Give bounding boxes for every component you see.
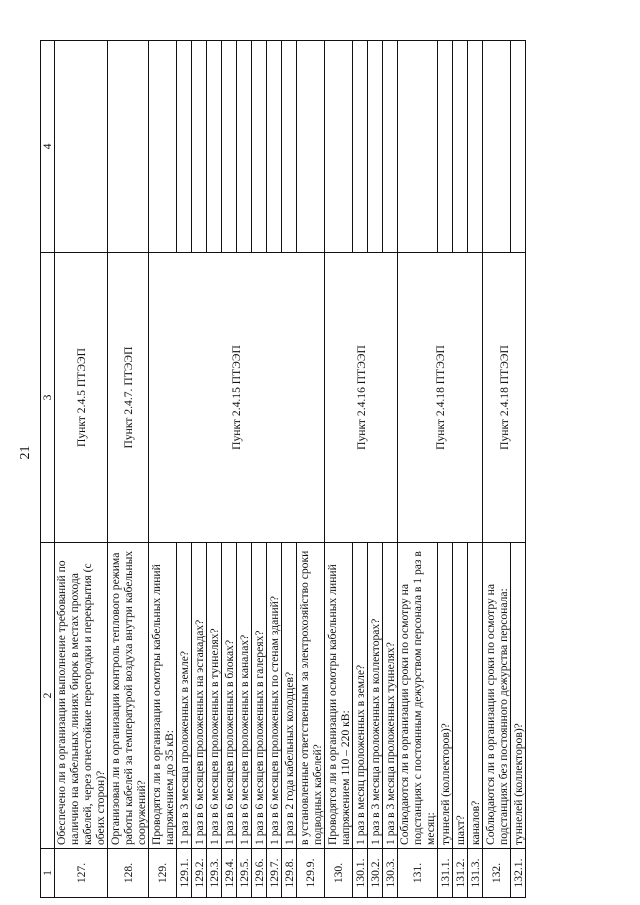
item-question: 1 раз в 6 месяцев проложенных в туннелях? [207, 543, 222, 849]
item-question: туннелей (коллекторов)? [438, 543, 453, 849]
item-answer-cell [438, 41, 453, 253]
item-question: туннелей (коллекторов)? [511, 543, 526, 849]
item-question: 1 раз в 6 месяцев проложенных в каналах? [237, 543, 252, 849]
item-number: 129.2. [192, 849, 207, 898]
table-row [108, 41, 149, 898]
item-question: Проводятся ли в организации осмотры кабельных линий напряжением до 35 кВ: [149, 543, 177, 849]
table-row [149, 41, 177, 898]
item-answer-cell [383, 41, 398, 253]
table-row [325, 41, 353, 898]
item-question: 1 раз в 6 месяцев проложенных на эстакадах? [192, 543, 207, 849]
item-answer-cell [149, 41, 177, 253]
item-number: 131.2. [453, 849, 468, 898]
item-reference: Пункт 2.4.5 ПТЭЭП [55, 253, 108, 543]
item-answer-cell [453, 41, 468, 253]
column-header: 1 [41, 849, 55, 898]
item-answer-cell [353, 41, 368, 253]
item-reference: Пункт 2.4.15 ПТЭЭП [149, 253, 325, 543]
item-number: 129.1. [177, 849, 192, 898]
item-number: 130.1. [353, 849, 368, 898]
item-number: 129.5. [237, 849, 252, 898]
item-number: 128. [108, 849, 149, 898]
item-reference: Пункт 2.4.7. ПТЭЭП [108, 253, 149, 543]
item-question: 1 раз в 6 месяцев проложенных по стенам зданий? [267, 543, 282, 849]
item-answer-cell [267, 41, 282, 253]
table-row [483, 41, 511, 898]
item-question: 1 раз в 3 месяца проложенных туннелях? [383, 543, 398, 849]
item-number: 129.7. [267, 849, 282, 898]
item-number: 132. [483, 849, 511, 898]
item-answer-cell [177, 41, 192, 253]
item-number: 130.2. [368, 849, 383, 898]
item-question: Соблюдаются ли в организации сроки по осмотру на подстанциях с постоянным дежурством персонала в 1 раз в месяц: [398, 543, 438, 849]
item-number: 130.3. [383, 849, 398, 898]
item-number: 129.3. [207, 849, 222, 898]
item-question: Организован ли в организации контроль теплового режима работы кабелей за температурой воздуха внутри кабельных сооружений? [108, 543, 149, 849]
page-number: 21 [18, 445, 33, 460]
column-header: 4 [41, 41, 55, 253]
item-answer-cell [252, 41, 267, 253]
item-reference: Пункт 2.4.18 ПТЭЭП [398, 253, 483, 543]
item-question: Соблюдаются ли в организации сроки по осмотру на подстанциях без постоянного дежурства персонала: [483, 543, 511, 849]
item-answer-cell [468, 41, 483, 253]
item-answer-cell [368, 41, 383, 253]
item-number: 129.4. [222, 849, 237, 898]
item-answer-cell [511, 41, 526, 253]
item-answer-cell [237, 41, 252, 253]
item-number: 131.3. [468, 849, 483, 898]
item-question: 1 раз в месяц проложенных в земле? [353, 543, 368, 849]
item-number: 129.8. [282, 849, 297, 898]
item-number: 132.1. [511, 849, 526, 898]
item-question: 1 раз в 3 месяца проложенных в земле? [177, 543, 192, 849]
checklist-table [40, 40, 526, 898]
item-question: 1 раз в 3 месяца проложенных в коллекторах? [368, 543, 383, 849]
item-answer-cell [325, 41, 353, 253]
item-number: 127. [55, 849, 108, 898]
item-number: 131. [398, 849, 438, 898]
item-answer-cell [282, 41, 297, 253]
header-row [41, 41, 55, 898]
item-answer-cell [108, 41, 149, 253]
table-row [55, 41, 108, 898]
item-answer-cell [398, 41, 438, 253]
item-answer-cell [55, 41, 108, 253]
item-reference: Пункт 2.4.18 ПТЭЭП [483, 253, 526, 543]
item-question: 1 раз в 6 месяцев проложенных в галереях? [252, 543, 267, 849]
item-number: 129.6. [252, 849, 267, 898]
item-question: в установленные ответственным за электрохозяйство сроки подводных кабелей? [297, 543, 325, 849]
item-question: 1 раз в 2 года кабельных колодцев? [282, 543, 297, 849]
item-question: шахт? [453, 543, 468, 849]
item-question: Проводятся ли в организации осмотры кабельных линий напряжением 110 – 220 кВ: [325, 543, 353, 849]
column-header: 2 [41, 543, 55, 849]
item-question: Обеспечено ли в организации выполнение требований по наличию на кабельных линиях бирок в местах прохода кабелей, через огнестойкие перегородки и перекрытия (с обеих сторон)? [55, 543, 108, 849]
item-number: 130. [325, 849, 353, 898]
item-number: 129.9. [297, 849, 325, 898]
item-number: 129. [149, 849, 177, 898]
item-question: 1 раз в 6 месяцев проложенных в блоках? [222, 543, 237, 849]
item-answer-cell [297, 41, 325, 253]
item-answer-cell [192, 41, 207, 253]
item-question: каналов? [468, 543, 483, 849]
item-reference: Пункт 2.4.16 ПТЭЭП [325, 253, 398, 543]
item-answer-cell [222, 41, 237, 253]
item-answer-cell [483, 41, 511, 253]
item-answer-cell [207, 41, 222, 253]
table-row [398, 41, 438, 898]
column-header: 3 [41, 253, 55, 543]
item-number: 131.1. [438, 849, 453, 898]
